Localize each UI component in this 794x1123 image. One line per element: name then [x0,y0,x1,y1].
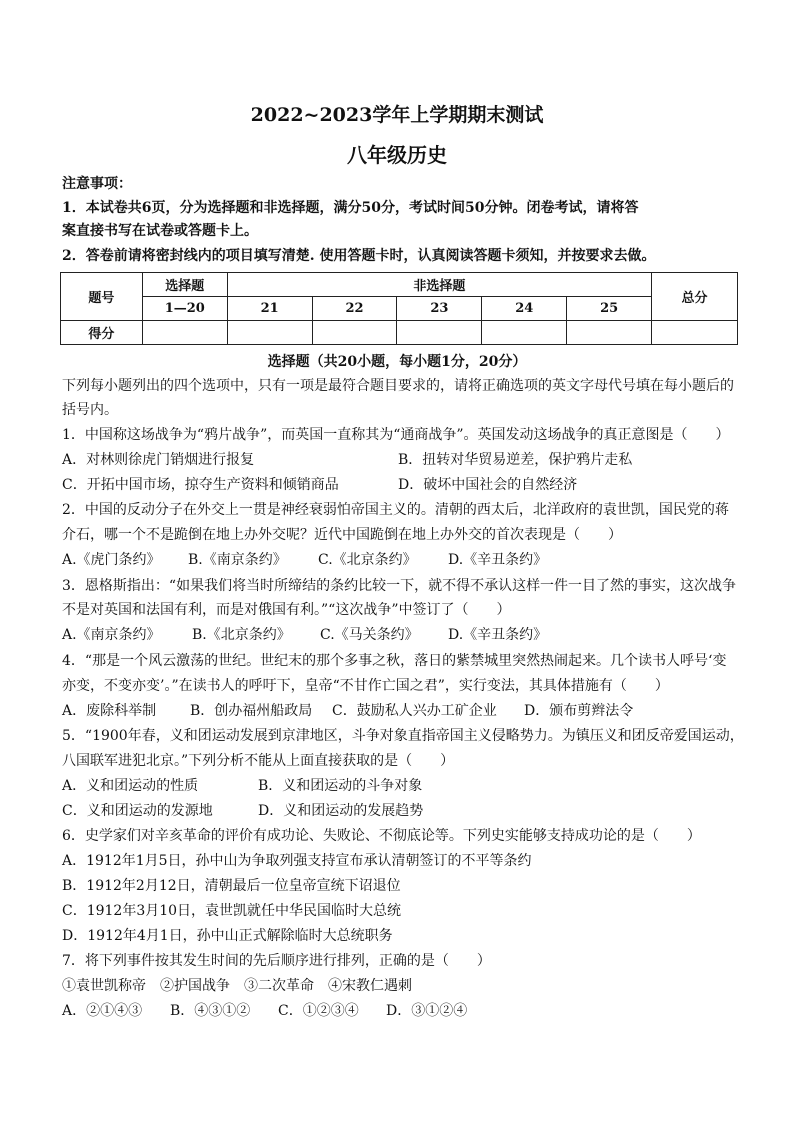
question-number-21: 21 [227,297,312,321]
question-number-22: 22 [312,297,397,321]
score-cell-23 [397,321,482,345]
q2-option-d: D.《辛丑条约》 [448,552,548,568]
notice-heading: 注意事项： [62,176,132,192]
q2-stem-line-2: 介石，哪一个不是跪倒在地上办外交呢？近代中国跪倒在地上办外交的首次表现是（ ） [62,527,622,543]
notice-item-1-line-1: 1．本试卷共6页，分为选择题和非选择题，满分50分，考试时间50分钟。闭卷考试，请将答 [62,200,639,216]
notice-item-2: 2．答卷前请将密封线内的项目填写清楚. 使用答题卡时，认真阅读答题卡须知，并按要求去做。 [62,248,656,264]
q1-stem: 1．中国称这场战争为“鸦片战争”，而英国一直称其为“通商战争”。英国发动这场战争的真正意图是（ ） [62,427,730,443]
choice-range: 1—20 [142,297,227,321]
q6-option-c: C．1912年3月10日，袁世凯就任中华民国临时大总统 [62,903,402,919]
q5-stem-line-1: 5．“1900年春，义和团运动发展到京津地区，斗争对象直指帝国主义侵略势力。为镇压义和团反帝爱国运动， [62,728,744,744]
q1-option-b: B．扭转对华贸易逆差，保护鸦片走私 [398,452,633,468]
q2-stem-line-1: 2．中国的反动分子在外交上一贯是神经衰弱怕帝国主义的。清朝的西太后，北洋政府的袁世凯，国民党的蒋 [62,502,729,518]
q5-stem-line-2: 八国联军进犯北京。”下列分析不能从上面直接获取的是（ ） [62,753,455,769]
choice-header: 选择题 [142,273,227,297]
q6-option-a: A．1912年1月5日，孙中山为争取列强支持宣布承认清朝签订的不平等条约 [62,853,532,869]
section-title: 选择题（共20小题，每小题1分，20分） [267,354,527,370]
q4-stem-line-1: 4．“那是一个风云激荡的世纪。世纪末的那个多事之秋，落日的紫禁城里突然热闹起来。几个读书人呼号‘变 [62,653,727,669]
q3-option-b: B.《北京条约》 [192,627,291,643]
q7-items: ①袁世凯称帝 ②护国战争 ③二次革命 ④宋教仁遇刺 [62,978,412,994]
q4-option-b: B．创办福州船政局 [190,703,313,719]
q6-stem: 6．史学家们对辛亥革命的评价有成功论、失败论、不彻底论等。下列史实能够支持成功论的是（ ） [62,828,701,844]
q4-option-d: D．颁布剪辫法令 [524,703,634,719]
score-table-number-label: 题号 [61,273,143,321]
exam-title: 2022~2023学年上学期期末测试 [250,104,544,126]
q7-option-d: D．③①②④ [386,1003,468,1019]
q2-option-b: B.《南京条约》 [188,552,287,568]
notice-item-1-line-2: 案直接书写在试卷或答题卡上。 [62,223,258,239]
q6-option-d: D．1912年4月1日，孙中山正式解除临时大总统职务 [62,928,393,944]
q7-stem: 7．将下列事件按其发生时间的先后顺序进行排列，正确的是（ ） [62,953,491,969]
question-number-24: 24 [482,297,567,321]
q4-option-c: C．鼓励私人兴办工矿企业 [332,703,497,719]
q2-option-c: C.《北京条约》 [318,552,417,568]
score-cell-21 [227,321,312,345]
score-cell-22 [312,321,397,345]
exam-subtitle: 八年级历史 [347,143,447,167]
score-cell-choice [142,321,227,345]
q3-option-d: D.《辛丑条约》 [448,627,548,643]
q5-option-a: A．义和团运动的性质 [62,778,199,794]
section-instruction-line-1: 下列每小题列出的四个选项中，只有一项是最符合题目要求的，请将正确选项的英文字母代号填在每小题后的 [62,378,734,394]
q3-stem-line-2: 不是对英国和法国有利，而是对俄国有利。”“这次战争”中签订了（ ） [62,602,511,618]
question-number-23: 23 [397,297,482,321]
q1-option-c: C．开拓中国市场，掠夺生产资料和倾销商品 [62,477,339,493]
q3-option-a: A.《南京条约》 [62,627,161,643]
q7-option-c: C．①②③④ [278,1003,359,1019]
nonchoice-header: 非选择题 [227,273,651,297]
section-instruction-line-2: 括号内。 [62,402,118,418]
q1-option-a: A．对林则徐虎门销烟进行报复 [62,452,255,468]
q6-option-b: B．1912年2月12日，清朝最后一位皇帝宣统下诏退位 [62,878,401,894]
q5-option-d: D．义和团运动的发展趋势 [258,803,424,819]
q3-option-c: C.《马关条约》 [320,627,419,643]
q5-option-c: C．义和团运动的发源地 [62,803,213,819]
q3-stem-line-1: 3．恩格斯指出：“如果我们将当时所缔结的条约比较一下，就不得不承认这样一件一目了然的事实，这次战争 [62,578,737,594]
q1-option-d: D．破坏中国社会的自然经济 [398,477,578,493]
q5-option-b: B．义和团运动的斗争对象 [258,778,423,794]
score-table [60,272,738,345]
total-header: 总分 [652,273,738,321]
q4-stem-line-2: 亦变，不变亦变’。”在读书人的呼吁下，皇帝“不甘作亡国之君”，实行变法，其具体措施有（ ） [62,678,669,694]
question-number-25: 25 [567,297,652,321]
score-table-score-label: 得分 [61,321,143,345]
q7-option-a: A．②①④③ [62,1003,143,1019]
q4-option-a: A．废除科举制 [62,703,157,719]
score-cell-25 [567,321,652,345]
q7-option-b: B．④③①② [170,1003,251,1019]
score-cell-24 [482,321,567,345]
score-cell-total [652,321,738,345]
q2-option-a: A.《虎门条约》 [62,552,161,568]
